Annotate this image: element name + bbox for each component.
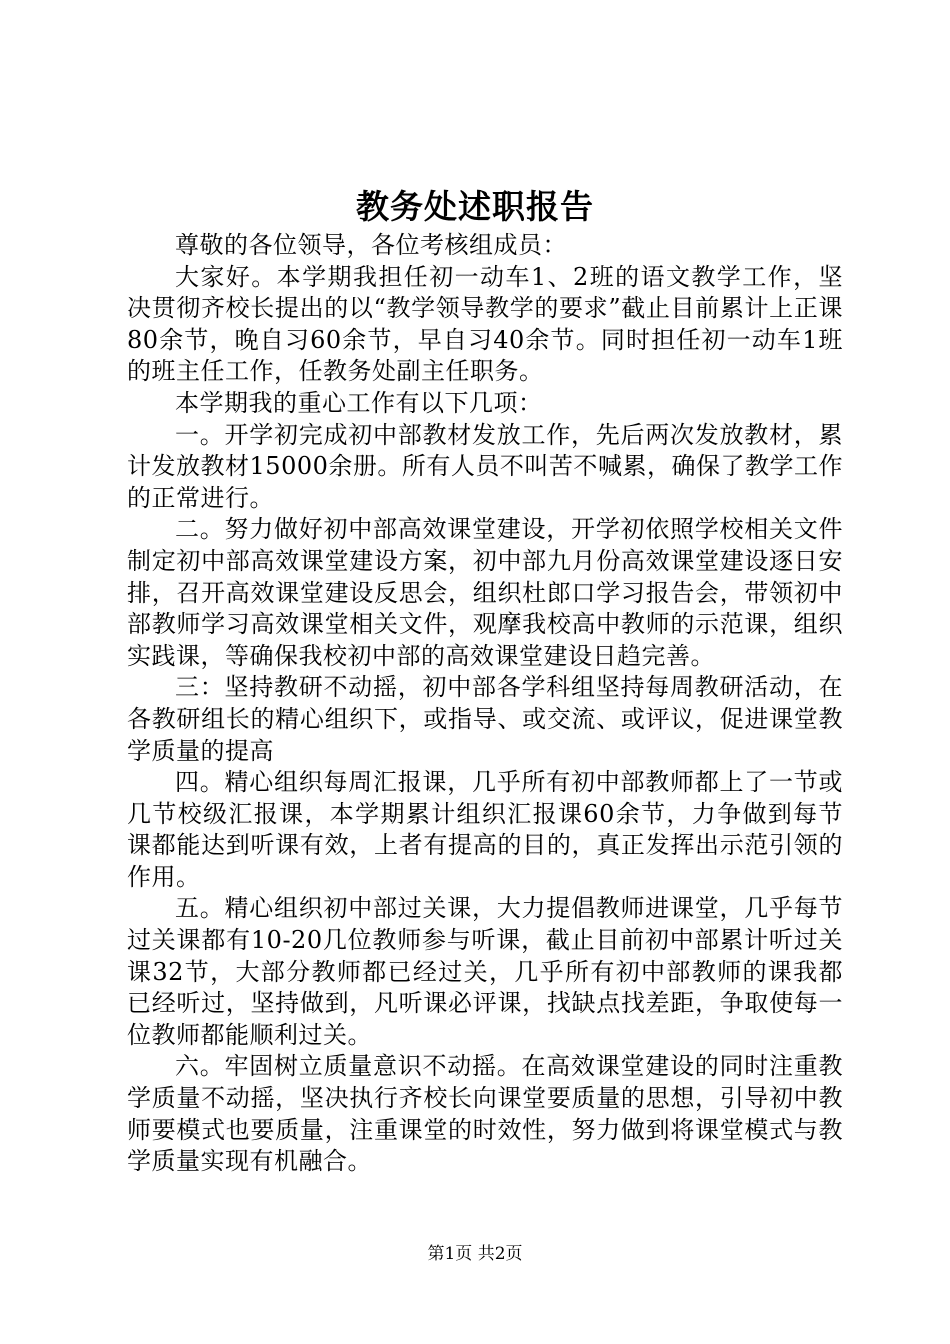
work-item-5: 五。精心组织初中部过关课，大力提倡教师进课堂，几乎每节过关课都有10-20几位教师参与听课，截止目前初中部累计听过关课32节，大部分教师都已经过关，几乎所有初中部教师的课我都已经听过，坚持做到，凡听课必评课，找缺点找差距，争取使每一位教师都能顺利过关。	[127, 894, 843, 1049]
work-item-1: 一。开学初完成初中部教材发放工作，先后两次发放教材，累计发放教材15000余册。所有人员不叫苦不喊累，确保了教学工作的正常进行。	[127, 420, 843, 512]
work-item-2: 二。努力做好初中部高效课堂建设，开学初依照学校相关文件制定初中部高效课堂建设方案，初中部九月份高效课堂建设逐日安排，召开高效课堂建设反思会，组织杜郎口学习报告会，带领初中部教师学习高效课堂相关文件，观摩我校高中教师的示范课，组织实践课，等确保我校初中部的高效课堂建设日趋完善。	[127, 515, 843, 670]
intro-paragraph: 大家好。本学期我担任初一动车1、2班的语文教学工作，坚决贯彻齐校长提出的以“教学领导教学的要求”截止目前累计上正课80余节，晚自习60余节，早自习40余节。同时担任初一动车1班的班主任工作，任教务处副主任职务。	[127, 262, 843, 386]
document-body	[127, 230, 843, 1178]
work-item-6: 六。牢固树立质量意识不动摇。在高效课堂建设的同时注重教学质量不动摇，坚决执行齐校长向课堂要质量的思想，引导初中教师要模式也要质量，注重课堂的时效性，努力做到将课堂模式与教学质量实现有机融合。	[127, 1052, 843, 1176]
page-number-footer: 第1页 共2页	[427, 1244, 523, 1264]
page-title: 教务处述职报告	[356, 187, 594, 226]
work-list-heading: 本学期我的重心工作有以下几项：	[175, 388, 543, 417]
salutation-paragraph: 尊敬的各位领导，各位考核组成员：	[175, 231, 567, 259]
work-item-3: 三：坚持教研不动摇，初中部各学科组坚持每周教研活动，在各教研组长的精心组织下，或指导、或交流、或评议，促进课堂教学质量的提高	[127, 673, 843, 765]
work-item-4: 四。精心组织每周汇报课，几乎所有初中部教师都上了一节或几节校级汇报课，本学期累计组织汇报课60余节，力争做到每节课都能达到听课有效，上者有提高的目的，真正发挥出示范引领的作用。	[127, 768, 843, 891]
